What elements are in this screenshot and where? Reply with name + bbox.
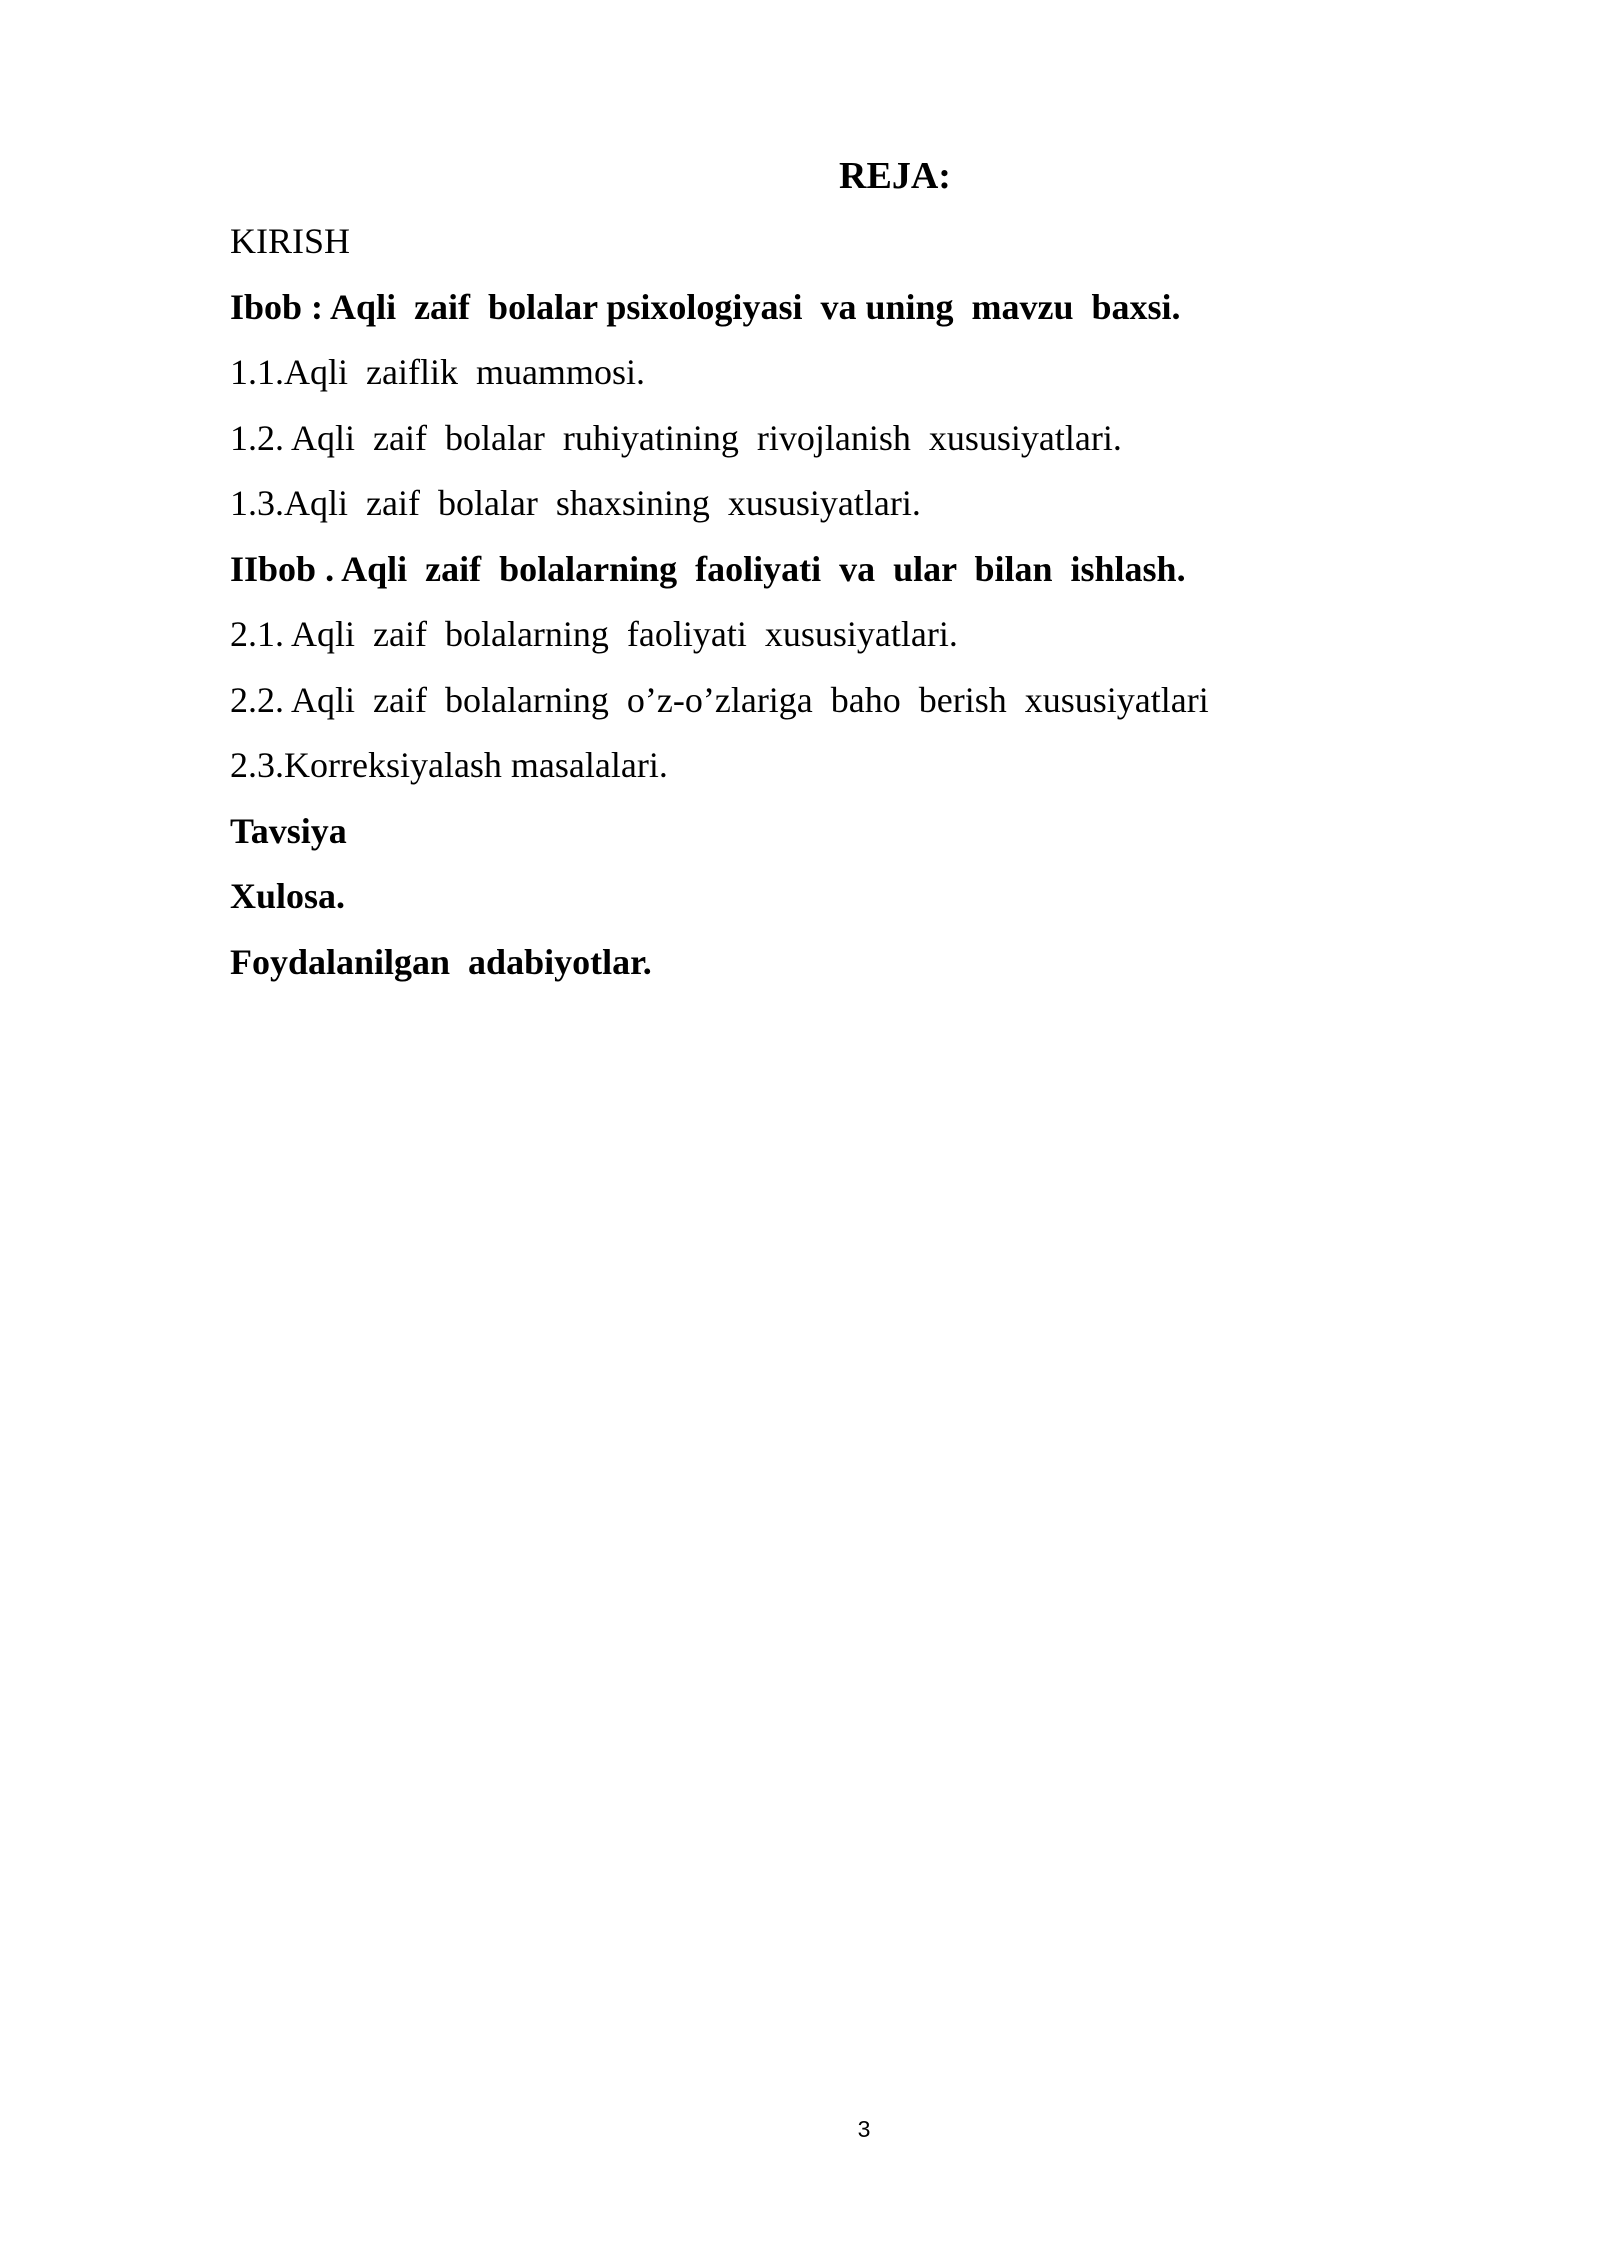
- toc-section-1-2: 1.2. Aqli zaif bolalar ruhiyatining rivojlanish xususiyatlari.: [230, 417, 1122, 458]
- toc-section-2-2: 2.2. Aqli zaif bolalarning o’z-o’zlariga baho berish xususiyatlari: [230, 679, 1209, 720]
- toc-chapter-1: Ibob : Aqli zaif bolalar psixologiyasi va uning mavzu baxsi.: [230, 286, 1181, 327]
- toc-item-recommendations: Tavsiya: [230, 810, 347, 851]
- table-of-contents: [230, 216, 1410, 1002]
- toc-chapter-2: IIbob . Aqli zaif bolalarning faoliyati va ular bilan ishlash.: [230, 548, 1186, 589]
- toc-item-references: Foydalanilgan adabiyotlar.: [230, 941, 652, 982]
- page-number: 3: [857, 2116, 871, 2142]
- toc-item-introduction: KIRISH: [230, 221, 351, 261]
- toc-section-2-1: 2.1. Aqli zaif bolalarning faoliyati xususiyatlari.: [230, 614, 958, 654]
- toc-section-1-1: 1.1.Aqli zaiflik muammosi.: [230, 352, 645, 392]
- page-title: REJA:: [839, 155, 951, 197]
- toc-item-conclusion: Xulosa.: [230, 876, 346, 916]
- toc-section-2-3: 2.3.Korreksiyalash masalalari.: [230, 745, 668, 785]
- toc-section-1-3: 1.3.Aqli zaif bolalar shaxsining xususiyatlari.: [230, 483, 921, 523]
